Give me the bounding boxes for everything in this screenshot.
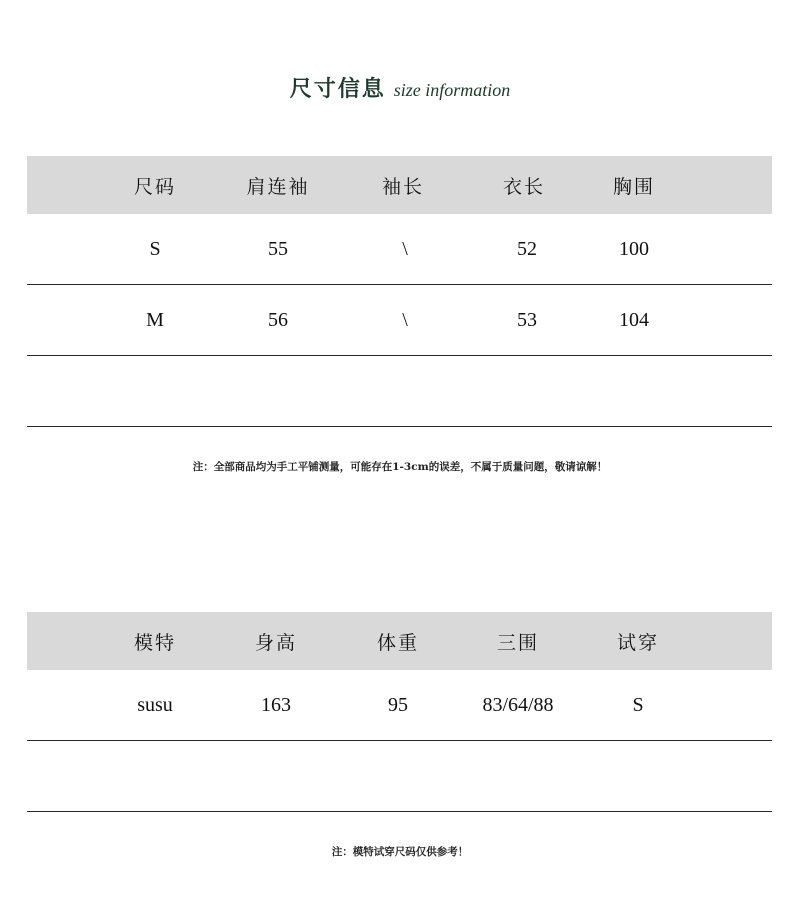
title-english: size information: [393, 80, 511, 100]
cell-sleeve-length: \: [402, 237, 408, 260]
size-table: [27, 156, 772, 427]
header-model: 模特: [133, 631, 176, 654]
header-sleeve-length: 袖长: [381, 175, 424, 198]
cell-sleeve-length: \: [402, 308, 408, 331]
cell-shoulder-sleeve: 56: [268, 308, 288, 331]
cell-shoulder-sleeve: 55: [268, 237, 288, 260]
table-row-empty: [27, 356, 772, 427]
size-table-header: [27, 156, 772, 214]
cell-size: M: [146, 308, 164, 331]
cell-body-length: 52: [517, 237, 537, 260]
model-note: 注：模特试穿尺码仅供参考！: [331, 846, 469, 858]
title-chinese: 尺寸信息: [289, 76, 386, 102]
header-weight: 体重: [376, 631, 419, 654]
cell-weight: 95: [388, 693, 408, 716]
cell-body-length: 53: [517, 308, 537, 331]
header-size: 尺码: [133, 175, 176, 198]
table-row: [27, 214, 772, 285]
cell-try-on: S: [632, 693, 644, 716]
cell-model: susu: [137, 693, 173, 716]
cell-chest: 104: [619, 308, 649, 331]
cell-size: S: [149, 237, 161, 260]
size-note: 注：全部商品均为手工平铺测量，可能存在1-3cm的误差，不属于质量问题，敬请谅解！: [192, 461, 608, 473]
model-table-header: [27, 612, 772, 670]
table-row: [27, 285, 772, 356]
cell-measurements: 83/64/88: [482, 693, 554, 716]
cell-chest: 100: [619, 237, 649, 260]
header-measurements: 三围: [496, 631, 539, 654]
cell-height: 163: [261, 693, 291, 716]
header-try-on: 试穿: [616, 631, 659, 654]
size-info-title: [0, 72, 800, 103]
header-height: 身高: [254, 631, 297, 654]
model-table: [27, 612, 772, 812]
header-chest: 胸围: [612, 175, 655, 198]
header-shoulder-sleeve: 肩连袖: [246, 175, 310, 198]
table-row-empty: [27, 741, 772, 812]
header-body-length: 衣长: [502, 175, 545, 198]
table-row: [27, 670, 772, 741]
